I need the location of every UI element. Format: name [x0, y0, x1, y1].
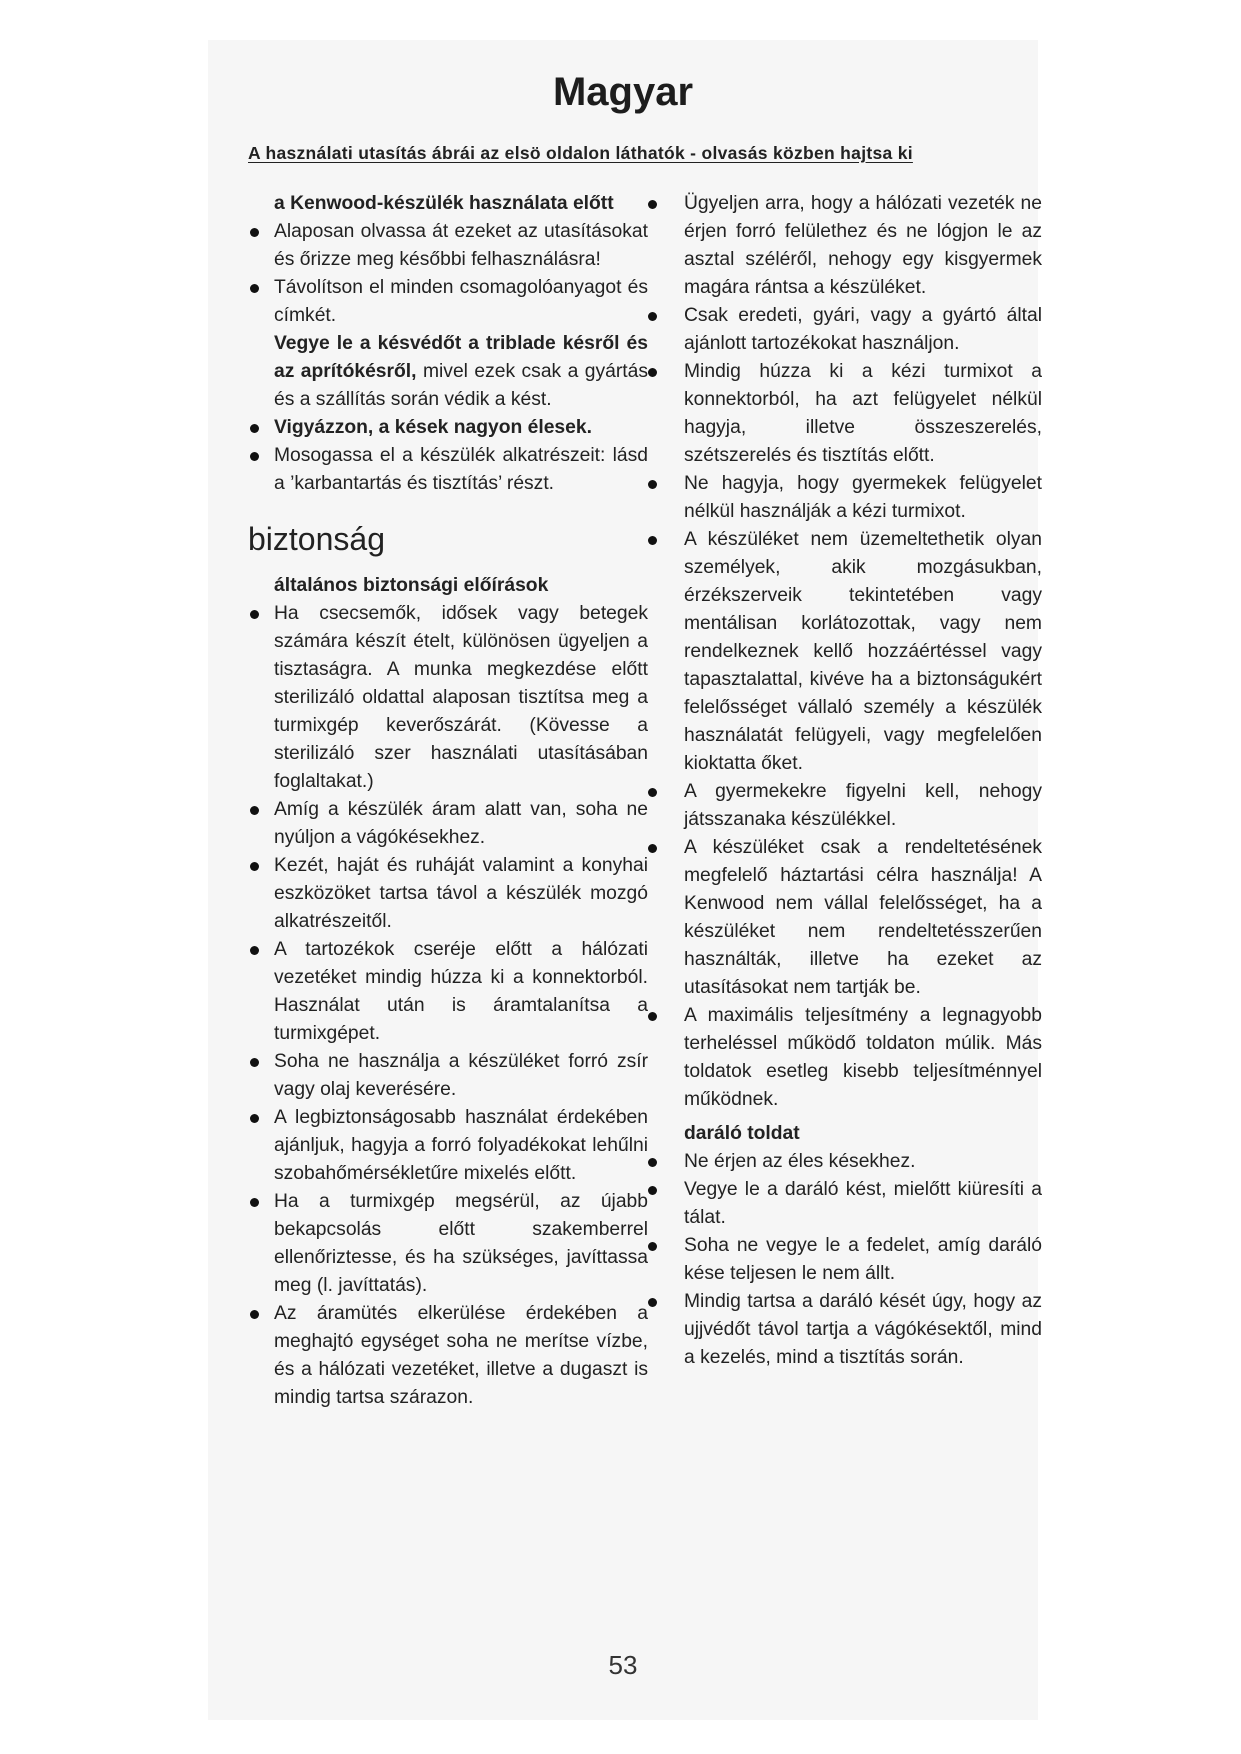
- grinder-item: Ne érjen az éles késekhez.: [660, 1148, 1042, 1176]
- safety-item: A maximális teljesítmény a legnagyobb terheléssel működő toldaton múlik. Más toldatok esetleg kisebb teljesítménnyel működnek.: [660, 1002, 1042, 1114]
- remove-guard-bold: Vegye le a késvédőt a triblade késről és az aprítókésről,: [274, 333, 648, 382]
- safety-section-title: biztonság: [248, 521, 385, 557]
- grinder-item: Soha ne vegye le a fedelet, amíg daráló kése teljesen le nem állt.: [660, 1232, 1042, 1288]
- safety-item: Az áramütés elkerülése érdekében a meghajtó egységet soha ne merítse vízbe, és a hálózati vezetéket, illetve a dugaszt is mindig tartsa szárazon.: [248, 1300, 648, 1412]
- safety-item: Soha ne használja a készüléket forró zsír vagy olaj keverésére.: [248, 1048, 648, 1104]
- safety-item: Ne hagyja, hogy gyermekek felügyelet nélkül használják a kézi turmixot.: [660, 470, 1042, 526]
- safety-item: Kezét, haját és ruháját valamint a konyhai eszközöket tartsa távol a készülék mozgó alkatrészeitől.: [248, 852, 648, 936]
- right-column: [660, 190, 1042, 1372]
- remove-guard-rest: mivel ezek csak a gyártás és a szállítás során védik a kést.: [274, 361, 648, 410]
- page-subtitle: [248, 143, 1048, 164]
- safety-item: A készüléket nem üzemeltethetik olyan személyek, akik mozgásukban, érzékszerveik tekintetében vagy mentálisan korlátozottak, vagy nem rendelkeznek kellő hozzáértéssel vagy tapasztalattal, kivéve ha a biztonságukért felelősséget vállaló személy a készülék használatát felügyeli, vagy megfelelően kioktatta őket.: [660, 526, 1042, 778]
- subtitle-text: A használati utasítás ábrái az elsö oldalon láthatók - olvasás közben hajtsa ki: [248, 143, 913, 163]
- grinder-item: Mindig tartsa a daráló kését úgy, hogy az ujjvédőt távol tartja a vágókésektől, mind a kezelés, mind a tisztítás során.: [660, 1288, 1042, 1372]
- before-use-item: Távolítson el minden csomagolóanyagot és címkét.: [248, 274, 648, 330]
- safety-item: Amíg a készülék áram alatt van, soha ne nyúljon a vágókésekhez.: [248, 796, 648, 852]
- remove-guard-text: [248, 330, 648, 414]
- manual-page: [208, 40, 1042, 1720]
- safety-item: Ha a turmixgép megsérül, az újabb bekapcsolás előtt szakemberrel ellenőriztesse, és ha szükséges, javíttassa meg (l. javíttatás).: [248, 1188, 648, 1300]
- safety-item: Mindig húzza ki a kézi turmixot a konnektorból, ha azt felügyelet nélkül hagyja, illetve összeszerelés, szétszerelés és tisztítás előtt.: [660, 358, 1042, 470]
- general-safety-heading: általános biztonsági előírások: [274, 575, 549, 596]
- left-column: [248, 190, 648, 1412]
- safety-item: Csak eredeti, gyári, vagy a gyártó által ajánlott tartozékokat használjon.: [660, 302, 1042, 358]
- safety-item: A készüléket csak a rendeltetésének megfelelő háztartási célra használja! A Kenwood nem vállal felelősséget, ha a készüléket nem rendeltetésszerűen használták, illetve ha ezeket az utasításokat nem tartják be.: [660, 834, 1042, 1002]
- before-use-heading: a Kenwood-készülék használata előtt: [274, 193, 614, 214]
- wash-parts-item: Mosogassa el a készülék alkatrészeit: lásd a ’karbantartás és tisztítás’ részt.: [248, 442, 648, 498]
- safety-item: Ügyeljen arra, hogy a hálózati vezeték ne érjen forró felülethez és ne lógjon le az asztal széléről, nehogy egy kisgyermek magára rántsa a készüléket.: [660, 190, 1042, 302]
- before-use-item: Alaposan olvassa át ezeket az utasításokat és őrizze meg későbbi felhasználásra!: [248, 218, 648, 274]
- page-title: Magyar: [552, 70, 694, 114]
- safety-item: A gyermekekre figyelni kell, nehogy játsszanaka készülékkel.: [660, 778, 1042, 834]
- safety-item: A tartozékok cseréje előtt a hálózati vezetéket mindig húzza ki a konnektorból. Használat után is áramtalanítsa a turmixgépet.: [248, 936, 648, 1048]
- page-number: 53: [608, 1650, 638, 1680]
- grinder-heading: daráló toldat: [684, 1123, 800, 1144]
- safety-item: Ha csecsemők, idősek vagy betegek számára készít ételt, különösen ügyeljen a tisztaságra. A munka megkezdése előtt sterilizáló oldattal alaposan tisztítsa meg a turmixgép keverőszárát. (Kövesse a sterilizáló szer használati utasításában foglaltakat.): [248, 600, 648, 796]
- grinder-item: Vegye le a daráló kést, mielőtt kiüresíti a tálat.: [660, 1176, 1042, 1232]
- safety-item: A legbiztonságosabb használat érdekében ajánljuk, hagyja a forró folyadékokat lehűlni szobahőmérsékletűre mixelés előtt.: [248, 1104, 648, 1188]
- blade-warning: Vigyázzon, a kések nagyon élesek.: [248, 414, 648, 442]
